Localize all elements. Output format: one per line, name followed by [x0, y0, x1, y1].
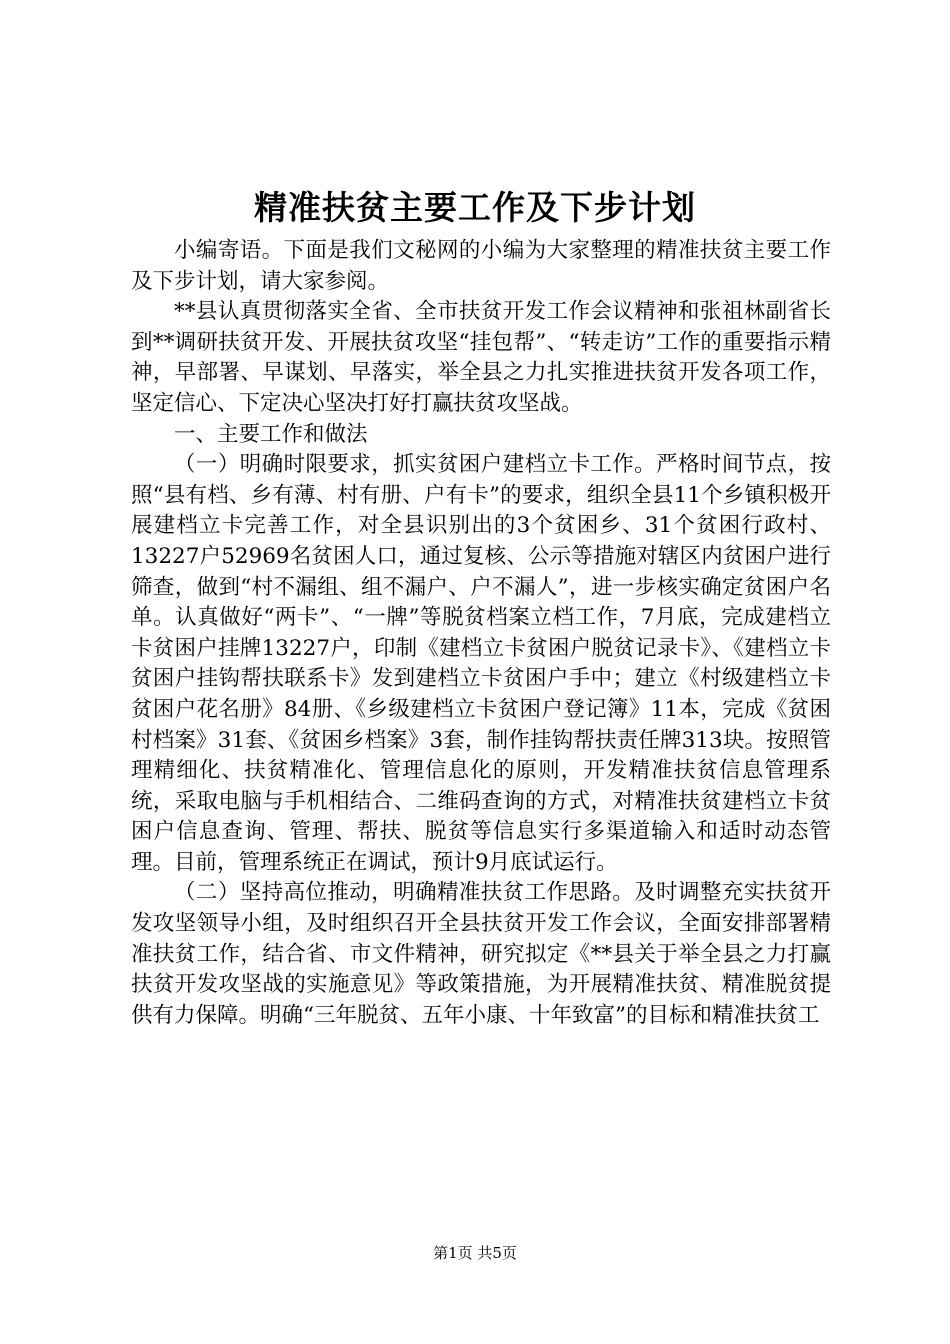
paragraph-intro: 小编寄语。下面是我们文秘网的小编为大家整理的精准扶贫主要工作及下步计划，请大家参阅。	[131, 238, 831, 294]
document-title: 精准扶贫主要工作及下步计划	[254, 188, 696, 227]
page-number-footer: 第1页 共5页	[433, 1244, 517, 1262]
section-heading: 一、主要工作和做法	[174, 421, 368, 447]
paragraph-section-2: （二）坚持高位推动，明确精准扶贫工作思路。及时调整充实扶贫开发攻坚领导小组，及时组织召开全县扶贫开发工作会议，全面安排部署精准扶贫工作，结合省、市文件精神，研究拟定《**县关于举全县之力打赢扶贫开发攻坚战的实施意见》等政策措施，为开展精准扶贫、精准脱贫提供有力保障。明确“三年脱贫、五年小康、十年致富”的目标和精准扶贫工	[131, 880, 831, 1028]
paragraph-section-1: （一）明确时限要求，抓实贫困户建档立卡工作。严格时间节点，按照“县有档、乡有薄、村有册、户有卡”的要求，组织全县11个乡镇积极开展建档立卡完善工作，对全县识别出的3个贫困乡、31个贫困行政村、13227户52969名贫困人口，通过复核、公示等措施对辖区内贫困户进行筛查，做到“村不漏组、组不漏户、户不漏人”，进一步核实确定贫困户名单。认真做好“两卡”、“一牌”等脱贫档案立档工作，7月底，完成建档立卡贫困户挂牌13227户，印制《建档立卡贫困户脱贫记录卡》、《建档立卡贫困户挂钩帮扶联系卡》发到建档立卡贫困户手中；建立《村级建档立卡贫困户花名册》84册、《乡级建档立卡贫困户登记簿》11本，完成《贫困村档案》31套、《贫困乡档案》3套，制作挂钩帮扶责任牌313块。按照管理精细化、扶贫精准化、管理信息化的原则，开发精准扶贫信息管理系统，采取电脑与手机相结合、二维码查询的方式，对精准扶贫建档立卡贫困户信息查询、管理、帮扶、脱贫等信息实行多渠道输入和适时动态管理。目前，管理系统正在调试，预计9月底试运行。	[131, 452, 831, 875]
document-body	[131, 236, 831, 1031]
paragraph-overview: **县认真贯彻落实全省、全市扶贫开发工作会议精神和张祖林副省长到**调研扶贫开发、开展扶贫攻坚“挂包帮”、“转走访”工作的重要指示精神，早部署、早谋划、早落实，举全县之力扎实推进扶贫开发各项工作，坚定信心、下定决心坚决打好打赢扶贫攻坚战。	[131, 299, 831, 416]
